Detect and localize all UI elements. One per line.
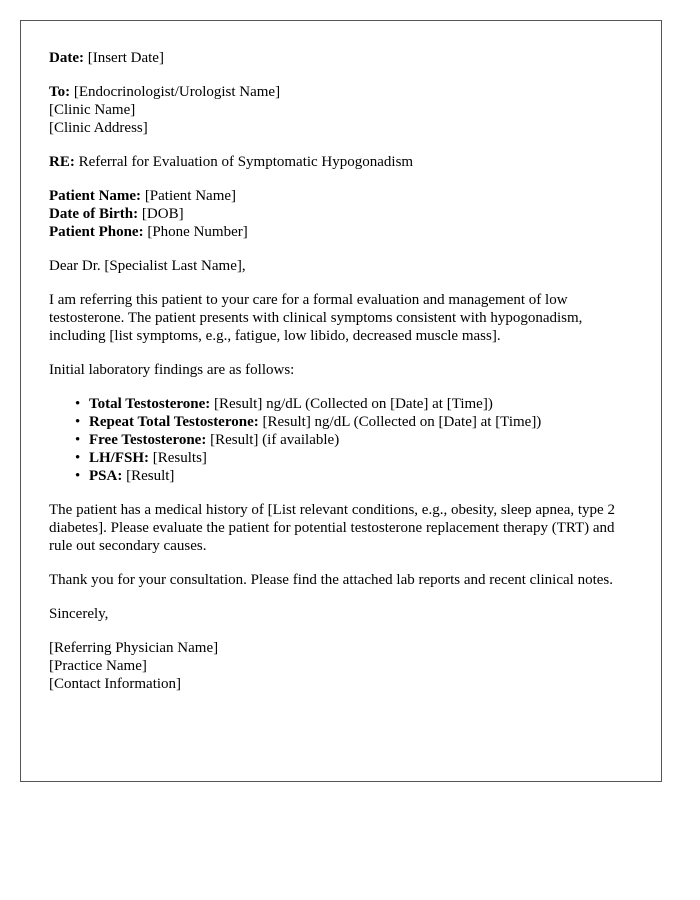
subject-line [49, 153, 633, 171]
patient-phone-line [49, 223, 633, 241]
physician-name: [Referring Physician Name] [49, 640, 219, 656]
lab-label: Free Testosterone: [89, 432, 207, 448]
clinic-address: [Clinic Address] [49, 120, 148, 136]
practice-name: [Practice Name] [49, 658, 147, 674]
list-item [75, 431, 633, 449]
lab-findings-list [49, 395, 633, 485]
bullet-icon: • [75, 432, 81, 448]
bullet-icon: • [75, 414, 81, 430]
list-item [75, 449, 633, 467]
signature-block [49, 639, 633, 693]
patient-phone-value: [Phone Number] [143, 224, 248, 240]
contact-info: [Contact Information] [49, 676, 182, 692]
to-value: [Endocrinologist/Urologist Name] [70, 84, 281, 100]
lab-value: [Results] [149, 450, 207, 466]
lab-label: PSA: [89, 468, 123, 484]
salutation: Dear Dr. [Specialist Last Name], [49, 258, 246, 274]
lab-label: LH/FSH: [89, 450, 150, 466]
closing: Sincerely, [49, 606, 109, 622]
patient-name-label: Patient Name: [49, 188, 142, 204]
list-item [75, 395, 633, 413]
thanks-paragraph: Thank you for your consultation. Please find the attached lab reports and recent clinical notes. [49, 572, 613, 588]
bullet-icon: • [75, 468, 81, 484]
intro-paragraph: I am referring this patient to your care for a formal evaluation and management of low testosterone. The patient presents with clinical symptoms consistent with hypogonadism, including [list symptoms, e.g., fatigue, low libido, decreased muscle mass]. [49, 292, 583, 344]
patient-name-line [49, 187, 633, 205]
lab-value: [Result] ng/dL (Collected on [Date] at [Time]) [210, 396, 493, 412]
patient-name-value: [Patient Name] [141, 188, 237, 204]
lab-value: [Result] (if available) [206, 432, 340, 448]
patient-phone-label: Patient Phone: [49, 224, 144, 240]
date-value: [Insert Date] [83, 50, 164, 66]
bullet-icon: • [75, 396, 81, 412]
recipient-block [49, 83, 633, 137]
lab-label: Repeat Total Testosterone: [89, 414, 259, 430]
bullet-icon: • [75, 450, 81, 466]
subject-label: RE: [49, 154, 75, 170]
date-label: Date: [49, 50, 84, 66]
lab-value: [Result] [122, 468, 175, 484]
lab-value: [Result] ng/dL (Collected on [Date] at [Time]) [258, 414, 542, 430]
dob-line [49, 205, 633, 223]
dob-label: Date of Birth: [49, 206, 139, 222]
to-label: To: [49, 84, 71, 100]
dob-value: [DOB] [138, 206, 184, 222]
list-item [75, 413, 633, 431]
date-line [49, 49, 633, 67]
history-paragraph: The patient has a medical history of [List relevant conditions, e.g., obesity, sleep apnea, type 2 diabetes]. Please evaluate the patient for potential testosterone replacement therapy (TRT) and rule out secondary causes. [49, 502, 615, 554]
labs-intro: Initial laboratory findings are as follows: [49, 362, 295, 378]
lab-label: Total Testosterone: [89, 396, 211, 412]
referral-letter [20, 20, 662, 782]
list-item [75, 467, 633, 485]
to-line [49, 83, 633, 101]
clinic-name: [Clinic Name] [49, 102, 136, 118]
subject-value: Referral for Evaluation of Symptomatic Hypogonadism [74, 154, 414, 170]
patient-info-block [49, 187, 633, 241]
